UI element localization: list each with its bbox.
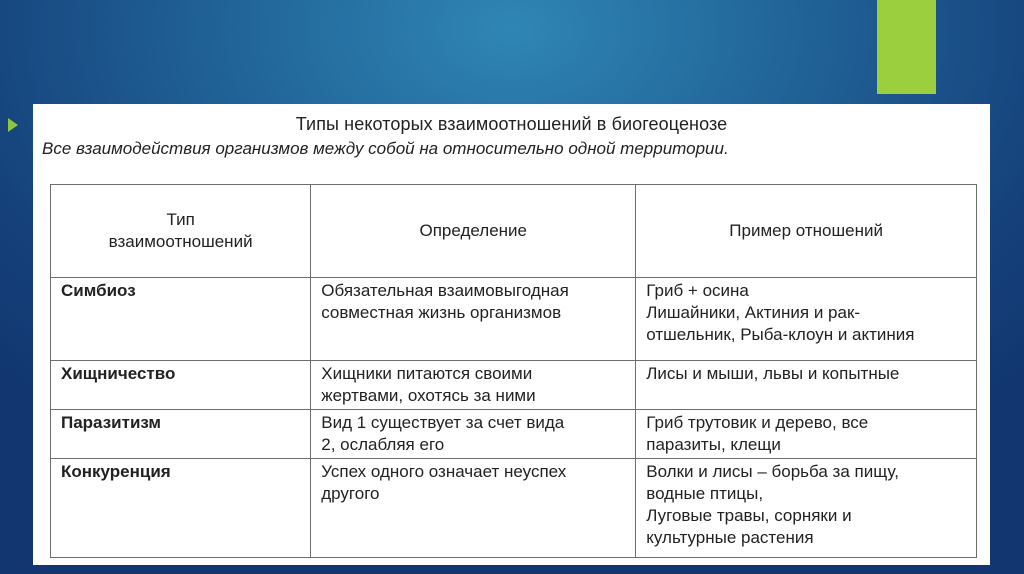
example-cell (636, 459, 977, 558)
example-cell (636, 361, 977, 410)
example-line: культурные растения (646, 528, 814, 547)
table-row (51, 410, 977, 459)
triangle-right-icon (8, 118, 18, 132)
type-cell: Паразитизм (51, 410, 311, 459)
definition-line: Успех одного означает неуспех (321, 462, 567, 481)
example-line: отшельник, Рыба-клоун и актиния (646, 325, 915, 344)
definition-line: совместная жизнь организмов (321, 303, 562, 322)
example-line: Лишайники, Актиния и рак- (646, 303, 861, 322)
type-cell: Хищничество (51, 361, 311, 410)
definition-cell (311, 410, 636, 459)
example-line: Лисы и мыши, львы и копытные (646, 364, 900, 383)
table-row (51, 361, 977, 410)
definition-cell (311, 361, 636, 410)
definition-line: Вид 1 существует за счет вида (321, 413, 565, 432)
example-line: Волки и лисы – борьба за пищу, (646, 462, 899, 481)
type-cell: Конкуренция (51, 459, 311, 558)
example-line: водные птицы, (646, 484, 764, 503)
header-type-line-2: взаимоотношений (108, 232, 253, 251)
definition-line: другого (321, 484, 380, 503)
document-title: Типы некоторых взаимоотношений в биогеоценозе (295, 114, 728, 134)
definition-cell (311, 459, 636, 558)
example-cell (636, 278, 977, 361)
definition-cell (311, 278, 636, 361)
slide-image (33, 104, 990, 565)
table-header-row (51, 185, 977, 278)
definition-line: жертвами, охотясь за ними (321, 386, 536, 405)
definition-line: 2, ослабляя его (321, 435, 445, 454)
header-type (51, 185, 311, 278)
document-subtitle: Все взаимодействия организмов между собой на относительно одной территории. (42, 139, 729, 158)
example-line: паразиты, клещи (646, 435, 781, 454)
definition-line: Хищники питаются своими (321, 364, 533, 383)
accent-block (877, 0, 936, 94)
relations-table (50, 184, 977, 558)
table-row (51, 459, 977, 558)
definition-line: Обязательная взаимовыгодная (321, 281, 569, 300)
example-line: Гриб + осина (646, 281, 749, 300)
example-line: Луговые травы, сорняки и (646, 506, 852, 525)
type-cell: Симбиоз (51, 278, 311, 361)
table-row (51, 278, 977, 361)
header-definition: Определение (311, 185, 636, 278)
header-example: Пример отношений (636, 185, 977, 278)
example-cell (636, 410, 977, 459)
example-line: Гриб трутовик и дерево, все (646, 413, 869, 432)
header-type-line-1: Тип (166, 210, 195, 229)
